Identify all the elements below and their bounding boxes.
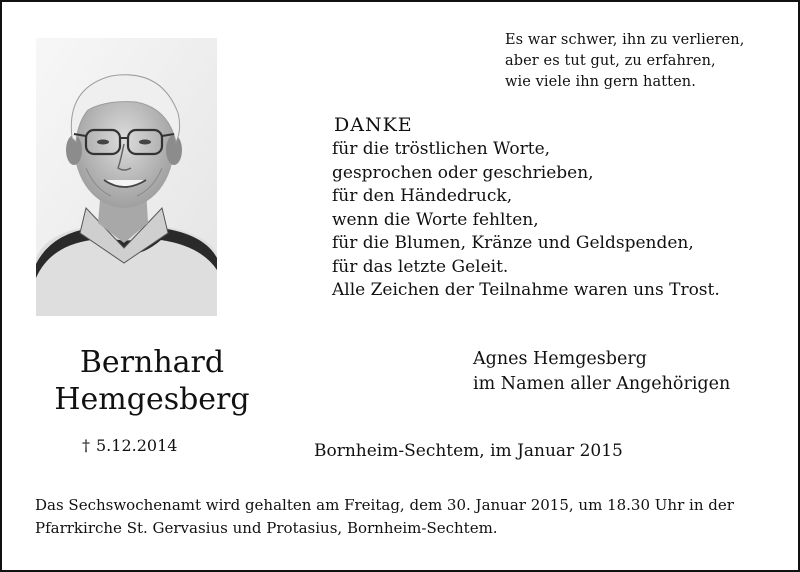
signature-relation: im Namen aller Angehörigen — [473, 374, 731, 394]
signature-name: Agnes Hemgesberg — [473, 349, 647, 369]
thanks-line: gesprochen oder geschrieben, — [332, 162, 594, 183]
place-date: Bornheim-Sechtem, im Januar 2015 — [314, 441, 623, 461]
motto-line: wie viele ihn gern hatten. — [505, 74, 696, 90]
thanks-heading: DANKE — [334, 114, 413, 136]
thanks-text — [332, 112, 720, 303]
thanks-line: für die Blumen, Kränze und Geldspenden, — [332, 233, 694, 253]
motto-line: aber es tut gut, zu erfahren, — [505, 53, 716, 69]
death-date-line — [82, 436, 177, 455]
portrait-photo — [36, 38, 217, 316]
signature — [473, 347, 730, 397]
thanks-line: wenn die Worte fehlten, — [332, 209, 539, 230]
portrait-illustration — [36, 38, 217, 316]
thanks-line: Alle Zeichen der Teilnahme waren uns Trost. — [332, 280, 720, 300]
thanks-line: für das letzte Geleit. — [332, 256, 509, 277]
mass-notice: Das Sechswochenamt wird gehalten am Freitag, dem 30. Januar 2015, um 18.30 Uhr in der Pfarrkirche St. Gervasius und Protasius, Bornheim-Sechtem. — [35, 496, 734, 537]
death-date: 5.12.2014 — [96, 436, 178, 455]
cross-icon: † — [82, 436, 90, 455]
thanks-line: für die tröstlichen Worte, — [332, 139, 551, 159]
deceased-name — [32, 344, 272, 418]
thanks-line: für den Händedruck, — [332, 186, 513, 206]
first-name: Bernhard — [79, 345, 225, 380]
motto-line: Es war schwer, ihn zu verlieren, — [505, 32, 745, 48]
last-name: Hemgesberg — [54, 382, 250, 417]
motto-quote — [505, 30, 744, 93]
